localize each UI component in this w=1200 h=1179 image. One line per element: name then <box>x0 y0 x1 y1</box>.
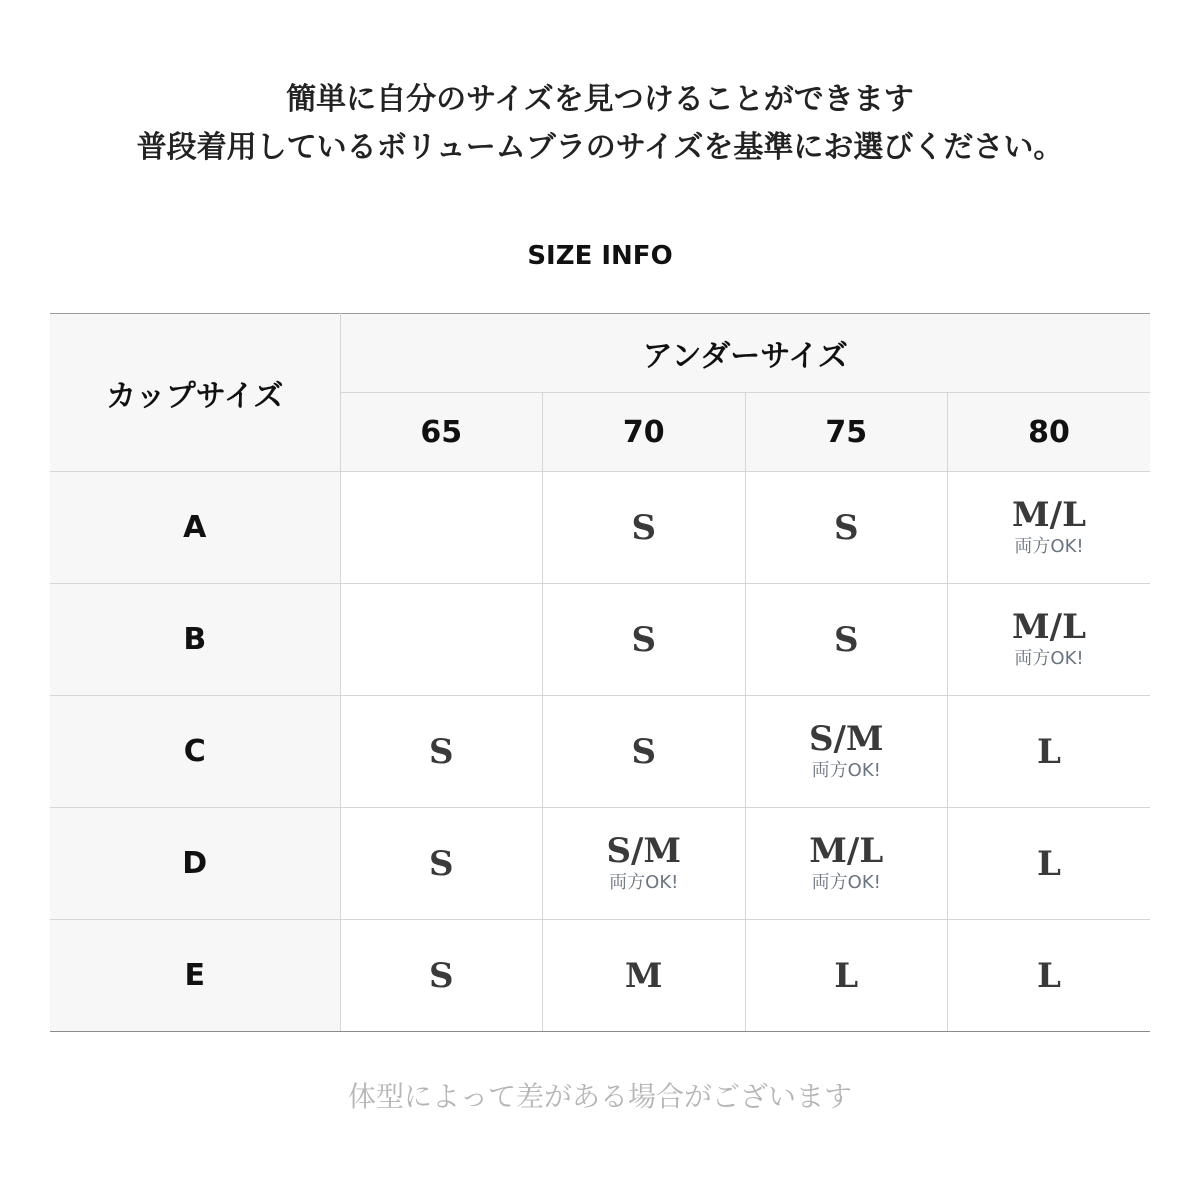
size-cell <box>340 584 543 696</box>
size-value: S <box>631 731 657 772</box>
size-chart-table <box>50 313 1150 1032</box>
table-row <box>50 920 1150 1032</box>
size-value: S <box>833 507 859 548</box>
size-cell <box>340 808 543 920</box>
size-cell <box>543 584 746 696</box>
size-value: L <box>1037 843 1061 884</box>
cup-label: A <box>50 472 340 584</box>
table-row <box>50 584 1150 696</box>
size-cell <box>543 696 746 808</box>
size-cell <box>948 696 1151 808</box>
size-cell <box>340 920 543 1032</box>
size-value: M/L <box>809 830 884 871</box>
size-cell <box>543 472 746 584</box>
size-cell <box>340 472 543 584</box>
size-value: L <box>1037 731 1061 772</box>
column-header: 70 <box>543 393 746 472</box>
size-cell <box>745 920 948 1032</box>
size-cell <box>340 696 543 808</box>
size-value: S/M <box>808 718 884 759</box>
table-row <box>50 472 1150 584</box>
table-row <box>50 696 1150 808</box>
size-cell <box>948 472 1151 584</box>
size-value: S <box>428 731 454 772</box>
column-header: 80 <box>948 393 1151 472</box>
intro-text <box>0 76 1200 172</box>
cup-label: D <box>50 808 340 920</box>
cup-label: C <box>50 696 340 808</box>
column-header: 65 <box>340 393 543 472</box>
column-header: 75 <box>745 393 948 472</box>
size-value: L <box>834 955 859 996</box>
table-row <box>50 808 1150 920</box>
size-cell <box>745 808 948 920</box>
intro-line-2: 普段着用しているボリュームブラのサイズを基準にお選びください。 <box>136 130 1064 165</box>
size-value: M <box>624 955 663 996</box>
size-cell <box>543 808 746 920</box>
cup-size-header: カップサイズ <box>50 314 340 472</box>
size-value: S/M <box>606 830 682 871</box>
size-value: M/L <box>1012 606 1086 647</box>
footnote: 体型によって差がある場合がございます <box>347 1080 852 1113</box>
cup-label: E <box>50 920 340 1032</box>
size-value: S <box>631 507 657 548</box>
size-value: S <box>833 619 859 660</box>
size-note: 両方OK! <box>1014 647 1084 669</box>
size-cell <box>745 584 948 696</box>
size-note: 両方OK! <box>811 759 881 781</box>
size-note: 両方OK! <box>609 871 679 893</box>
size-value: M/L <box>1012 494 1086 535</box>
size-cell <box>543 920 746 1032</box>
size-value: S <box>428 843 454 884</box>
size-value: S <box>428 955 454 996</box>
under-size-header: アンダーサイズ <box>340 314 1150 393</box>
size-cell <box>745 696 948 808</box>
size-cell <box>948 584 1151 696</box>
cup-label: B <box>50 584 340 696</box>
size-cell <box>948 808 1151 920</box>
size-note: 両方OK! <box>1014 535 1084 557</box>
size-cell <box>745 472 948 584</box>
section-title: SIZE INFO <box>527 241 673 271</box>
size-value: L <box>1037 955 1061 996</box>
intro-line-1: 簡単に自分のサイズを見つけることができます <box>286 82 914 117</box>
size-cell <box>948 920 1151 1032</box>
size-value: S <box>631 619 657 660</box>
size-note: 両方OK! <box>811 871 881 893</box>
